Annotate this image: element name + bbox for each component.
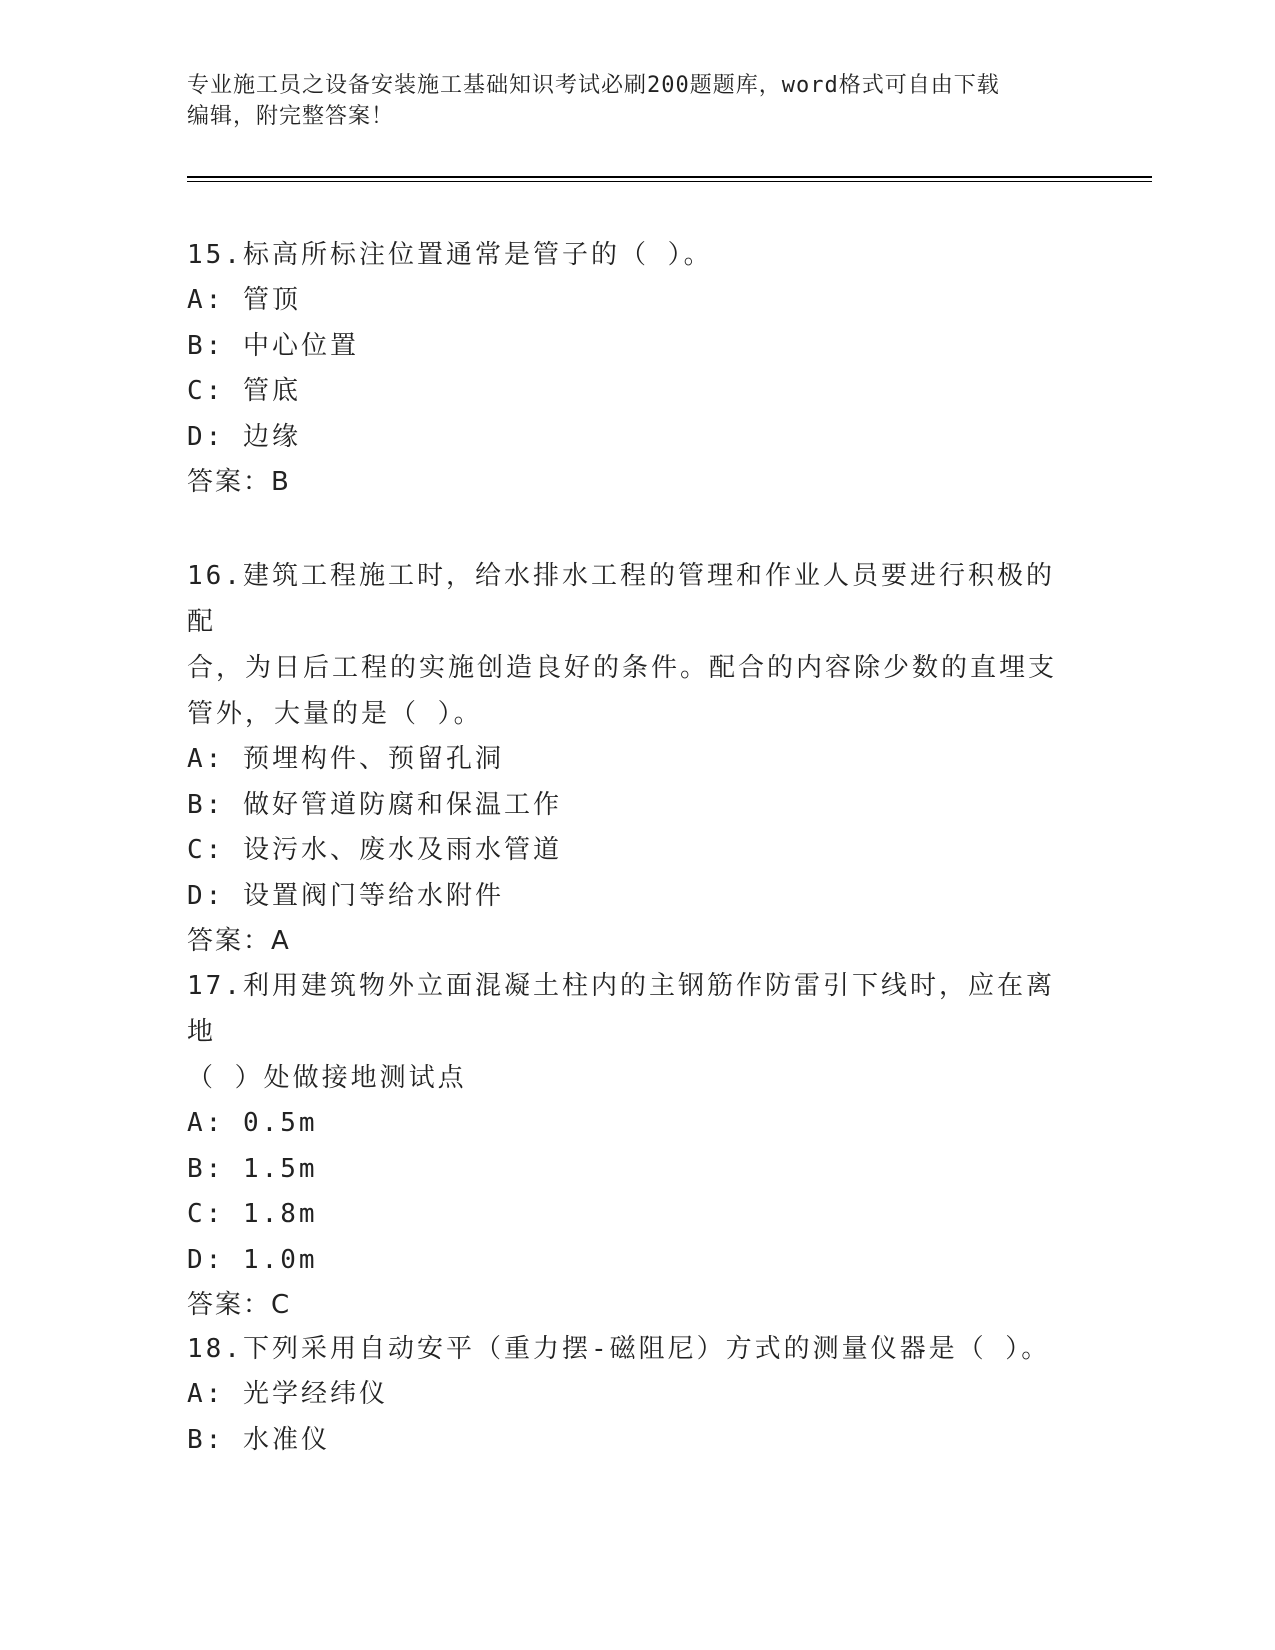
option-b: B: 1.5m: [187, 1153, 318, 1184]
option-d: D: 设置阀门等给水附件: [187, 880, 504, 911]
answer: 答案：A: [187, 926, 291, 956]
question-stem-line-1: 16.建筑工程施工时，给水排水工程的管理和作业人员要进行积极的配: [187, 561, 1055, 637]
option-a: A: 光学经纬仪: [187, 1379, 388, 1409]
option-d: D: 1.0m: [187, 1244, 318, 1275]
option-b: B: 中心位置: [187, 330, 359, 361]
option-d: D: 边缘: [187, 421, 301, 452]
option-a: A: 预埋构件、预留孔洞: [187, 744, 504, 774]
option-b: B: 做好管道防腐和保温工作: [187, 789, 562, 820]
question-17: [187, 963, 1077, 1329]
question-stem-line-1: 17.利用建筑物外立面混凝土柱内的主钢筋作防雷引下线时，应在离地: [187, 971, 1055, 1047]
question-stem: 15.标高所标注位置通常是管子的（ ）。: [187, 240, 713, 270]
header-divider-thin: [187, 181, 1152, 182]
document-header: [187, 70, 1067, 132]
header-divider-thick: [187, 176, 1152, 178]
answer: 答案：B: [187, 467, 291, 497]
header-title-line-2: 编辑，附完整答案！: [187, 104, 395, 129]
option-c: C: 1.8m: [187, 1199, 318, 1229]
question-stem: 18.下列采用自动安平（重力摆-磁阻尼）方式的测量仪器是（ ）。: [187, 1334, 1051, 1364]
option-a: A: 管顶: [187, 285, 301, 315]
option-c: C: 设污水、废水及雨水管道: [187, 835, 562, 865]
option-b: B: 水准仪: [187, 1424, 330, 1455]
header-title-line-1: 专业施工员之设备安装施工基础知识考试必刷200题题库，word格式可自由下载: [187, 73, 1000, 98]
question-16: [187, 553, 1077, 965]
answer: 答案：C: [187, 1290, 292, 1320]
question-15: [187, 232, 1077, 506]
option-a: A: 0.5m: [187, 1108, 318, 1138]
question-stem-line-2: （ ）处做接地测试点: [187, 1063, 467, 1093]
option-c: C: 管底: [187, 376, 301, 406]
question-stem-line-3: 管外，大量的是（ ）。: [187, 699, 483, 729]
question-stem-line-2: 合，为日后工程的实施创造良好的条件。配合的内容除少数的直埋支: [187, 653, 1058, 683]
question-18: [187, 1326, 1077, 1463]
